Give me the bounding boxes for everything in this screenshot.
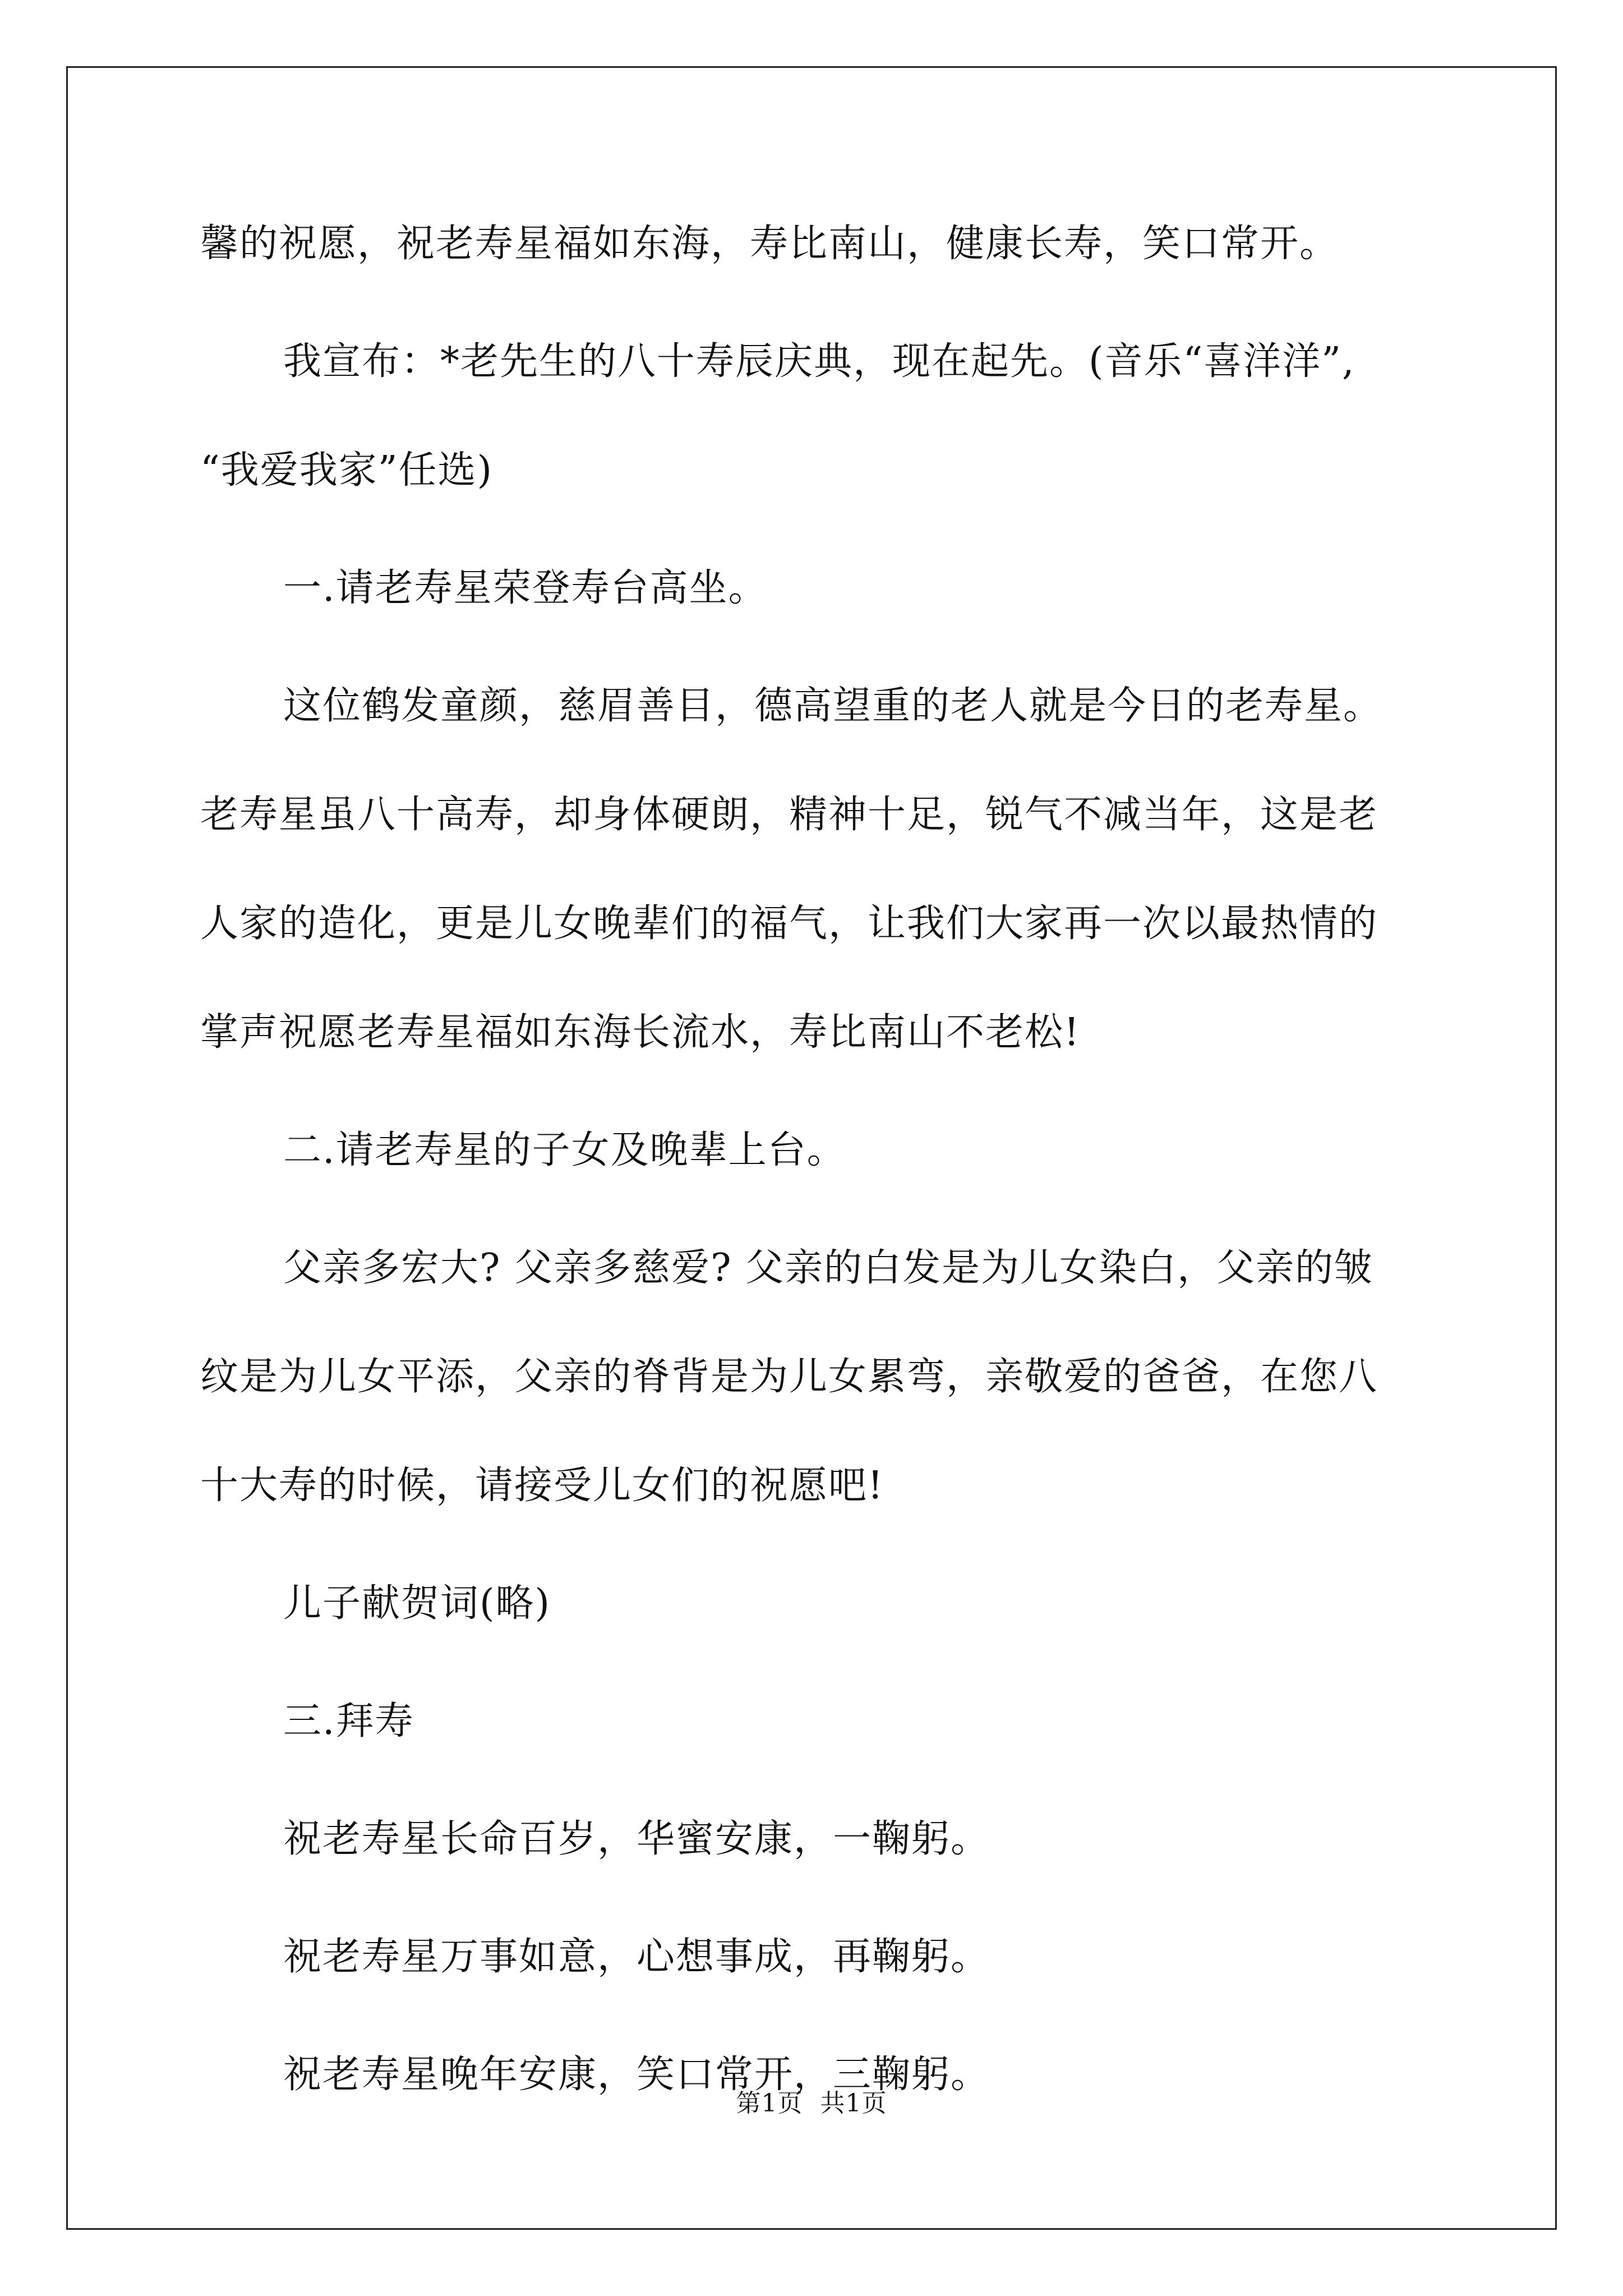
paragraph-line: 祝老寿星长命百岁，华蜜安康，一鞠躬。 [283,1817,990,1861]
paragraph-line: 这位鹤发童颜，慈眉善目，德高望重的老人就是今日的老寿星。 [283,684,1383,728]
paragraph-line: 纹是为儿女平添，父亲的脊背是为儿女累弯，亲敬爱的爸爸，在您八 [200,1355,1378,1399]
paragraph-line: 我宣布：*老先生的八十寿辰庆典，现在起先。(音乐“喜洋洋”, [283,339,1355,384]
paragraph-line: 父亲多宏大? 父亲多慈爱? 父亲的白发是为儿女染白，父亲的皱 [283,1246,1374,1290]
paragraph-line: 祝老寿星万事如意，心想事成，再鞠躬。 [283,1935,990,1979]
paragraph-line: 人家的造化，更是儿女晚辈们的福气，让我们大家再一次以最热情的 [200,901,1378,946]
page-footer [0,2087,1623,2120]
paragraph-line: 儿子献贺词(略) [283,1581,551,1626]
paragraph-line: 馨的祝愿，祝老寿星福如东海，寿比南山，健康长寿，笑口常开。 [200,222,1339,266]
paragraph-line: 祝老寿星晚年安康，笑口常开，三鞠躬。 [283,2053,990,2097]
page-total: 共1页 [820,2089,887,2118]
page-number: 第1页 [736,2089,803,2118]
paragraph-line: 十大寿的时候，请接受儿女们的祝愿吧! [200,1464,884,1508]
paragraph-line: 老寿星虽八十高寿，却身体硬朗，精神十足，锐气不减当年，这是老 [200,793,1378,837]
paragraph-line: “我爱我家”任选) [200,448,494,493]
section-heading: 三.拜寿 [283,1699,414,1743]
section-heading: 二.请老寿星的子女及晚辈上台。 [283,1128,846,1172]
section-heading: 一.请老寿星荣登寿台高坐。 [283,566,768,610]
paragraph-line: 掌声祝愿老寿星福如东海长流水，寿比南山不老松! [200,1010,1081,1055]
document-body [200,219,1423,2168]
